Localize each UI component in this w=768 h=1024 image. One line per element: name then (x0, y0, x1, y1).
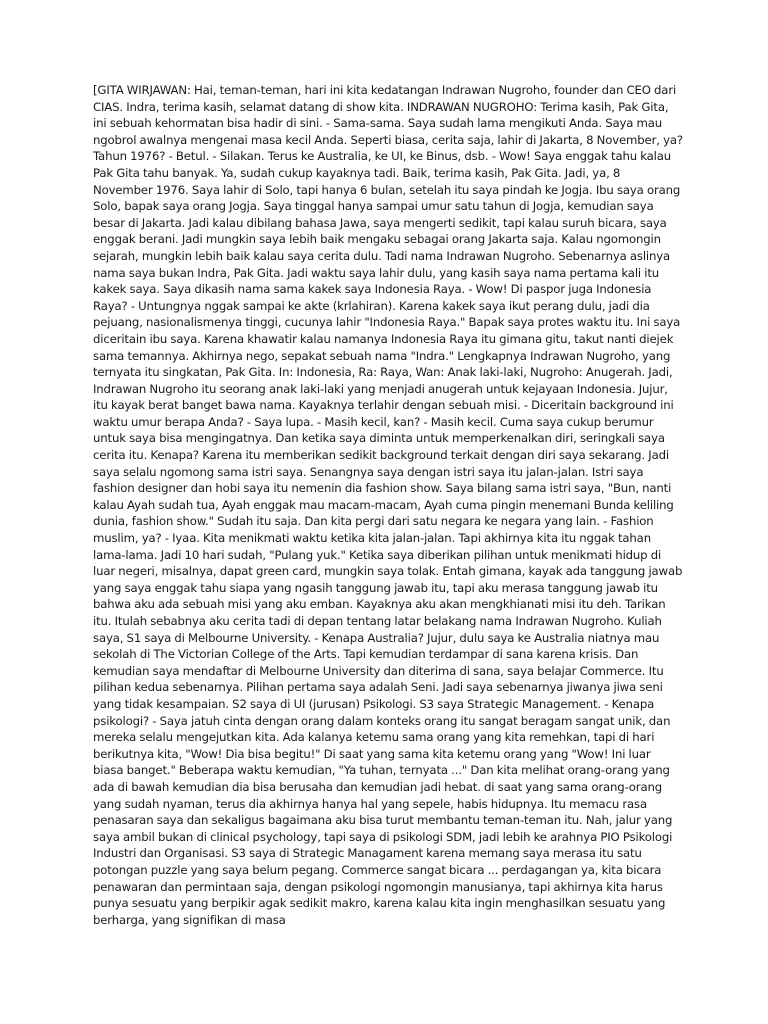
transcript-paragraph: [GITA WIRJAWAN: Hai, teman-teman, hari ini kita kedatangan Indrawan Nugroho, founder dan CEO dari CIAS. Indra, terima kasih, selamat datang di show kita. INDRAWAN NUGROHO: Terima kasih, Pak Gita, ini sebuah kehormatan bisa hadir di sini. - Sama-sama. Saya sudah lama mengikuti Anda. Saya mau ngobrol awalnya mengenai masa kecil Anda. Seperti biasa, cerita saja, lahir di Jakarta, 8 November, ya? Tahun 1976? - Betul. - Silakan. Terus ke Australia, ke UI, ke Binus, dsb. - Wow! Saya enggak tahu kalau Pak Gita tahu banyak. Ya, sudah cukup kayaknya tadi. Baik, terima kasih, Pak Gita. Jadi, ya, 8 November 1976. Saya lahir di Solo, tapi hanya 6 bulan, setelah itu saya pindah ke Jogja. Ibu saya orang Solo, bapak saya orang Jogja. Saya tinggal hanya sampai umur satu tahun di Jogja, kemudian saya besar di Jakarta. Jadi kalau dibilang bahasa Jawa, saya mengerti sedikit, tapi kalau suruh bicara, saya enggak berani. Jadi mungkin saya lebih baik mengaku sebagai orang Jakarta saja. Kalau ngomongin sejarah, mungkin lebih baik kalau saya cerita dulu. Tadi nama Indrawan Nugroho. Sebenarnya aslinya nama saya bukan Indra, Pak Gita. Jadi waktu saya lahir dulu, yang kasih saya nama pertama kali itu kakek saya. Saya dikasih nama sama kakek saya Indonesia Raya. - Wow! Di paspor juga Indonesia Raya? - Untungnya nggak sampai ke akte (krlahiran). Karena kakek saya ikut perang dulu, jadi dia pejuang, nasionalismenya tinggi, cucunya lahir "Indonesia Raya." Bapak saya protes waktu itu. Ini saya diceritain ibu saya. Karena khawatir kalau namanya Indonesia Raya itu gimana gitu, takut nanti diejek sama temannya. Akhirnya nego, sepakat sebuah nama "Indra." Lengkapnya Indrawan Nugroho, yang ternyata itu singkatan, Pak Gita. In: Indonesia, Ra: Raya, Wan: Anak laki-laki, Nugroho: Anugerah. Jadi, Indrawan Nugroho itu seorang anak laki-laki yang menjadi anugerah untuk kejayaan Indonesia. Jujur, itu kayak berat banget bawa nama. Kayaknya terlahir dengan sebuah misi. - Diceritain background ini waktu umur berapa Anda? - Saya lupa. - Masih kecil, kan? - Masih kecil. Cuma saya cukup berumur untuk saya bisa mengingatnya. Dan ketika saya diminta untuk memperkenalkan diri, seringkali saya cerita itu. Kenapa? Karena itu memberikan sedikit background terkait dengan diri saya sekarang. Jadi saya selalu ngomong sama istri saya. Senangnya saya dengan istri saya itu jalan-jalan. Istri saya fashion designer dan hobi saya itu nemenin dia fashion show. Saya bilang sama istri saya, "Bun, nanti kalau Ayah sudah tua, Ayah enggak mau macam-macam, Ayah cuma pingin menemani Bunda keliling dunia, fashion show." Sudah itu saja. Dan kita pergi dari satu negara ke negara yang lain. - Fashion muslim, ya? - Iyaa. Kita menikmati waktu ketika kita jalan-jalan. Tapi akhirnya kita itu nggak tahan lama-lama. Jadi 10 hari sudah, "Pulang yuk." Ketika saya diberikan pilihan untuk menikmati hidup di luar negeri, misalnya, dapat green card, mungkin saya tolak. Entah gimana, kayak ada tanggung jawab yang saya enggak tahu siapa yang ngasih tanggung jawab itu, tapi aku merasa tanggung jawab itu bahwa aku ada sebuah misi yang aku emban. Kayaknya aku akan mengkhianati misi itu deh. Tarikan itu. Itulah sebabnya aku cerita tadi di depan tentang latar belakang nama Indrawan Nugroho. Kuliah saya, S1 saya di Melbourne University. - Kenapa Australia? Jujur, dulu saya ke Australia niatnya mau sekolah di The Victorian College of the Arts. Tapi kemudian terdampar di sana karena krisis. Dan kemudian saya mendaftar di Melbourne University dan diterima di sana, saya belajar Commerce. Itu pilihan kedua sebenarnya. Pilihan pertama saya adalah Seni. Jadi saya sebenarnya jiwanya jiwa seni yang tidak kesampaian. S2 saya di UI (jurusan) Psikologi. S3 saya Strategic Management. - Kenapa psikologi? - Saya jatuh cinta dengan orang dalam konteks orang itu sangat beragam sangat unik, dan mereka selalu mengejutkan kita. Ada kalanya ketemu sama orang yang kita remehkan, tapi di hari berikutnya kita, "Wow! Dia bisa begitu!" Di saat yang sama kita ketemu orang yang "Wow! Ini luar biasa banget." Beberapa waktu kemudian, "Ya tuhan, ternyata ..." Dan kita melihat orang-orang yang ada di bawah kemudian dia bisa berusaha dan kemudian jadi hebat. di saat yang sama orang-orang yang sudah nyaman, terus dia akhirnya hanya hal yang sepele, habis hidupnya. Itu memacu rasa penasaran saya dan sekaligus bagaimana aku bisa turut membantu teman-teman itu. Nah, jalur yang saya ambil bukan di clinical psychology, tapi saya di psikologi SDM, jadi lebih ke arahnya PIO Psikologi Industri dan Organisasi. S3 saya di Strategic Managament karena memang saya merasa itu satu potongan puzzle yang saya belum pegang. Commerce sangat bicara ... perdagangan ya, kita bicara penawaran dan permintaan saja, dengan psikologi ngomongin manusianya, tapi akhirnya kita harus punya sesuatu yang berpikir agak sedikit makro, karena kalau kita ingin menghasilkan sesuatu yang berharga, yang signifikan di masa (93, 83, 683, 927)
